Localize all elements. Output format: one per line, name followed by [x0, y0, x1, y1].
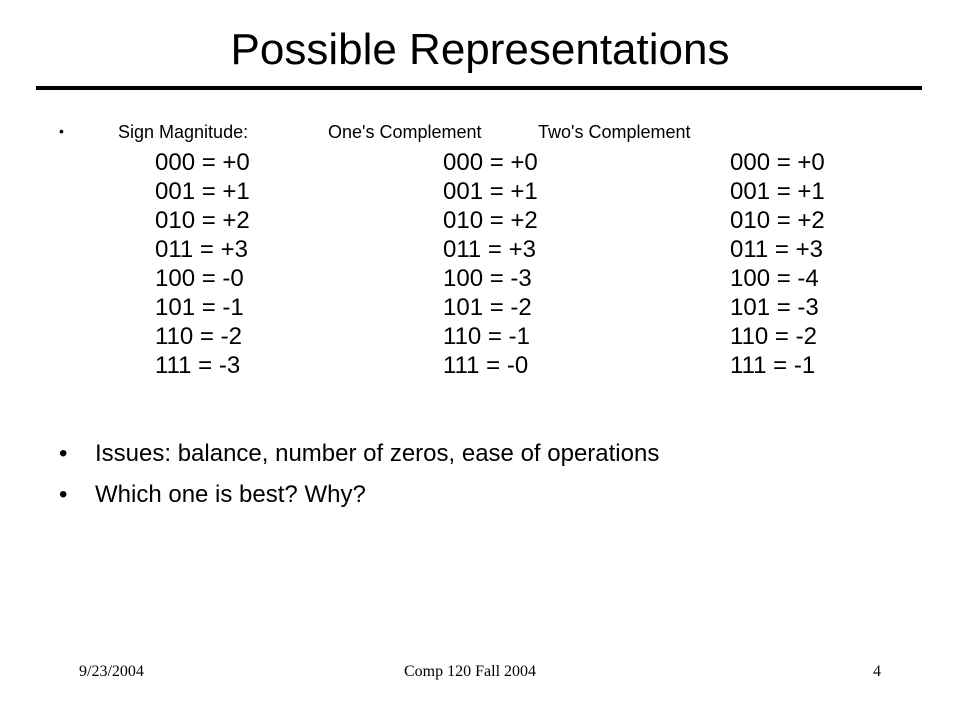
title-underline — [36, 86, 922, 90]
twos-complement-row: 000 = +0 — [730, 149, 825, 176]
footer-page-number: 4 — [873, 663, 881, 680]
footer-course: Comp 120 Fall 2004 — [404, 663, 537, 680]
twos-complement-row: 011 = +3 — [730, 236, 823, 263]
bullet-text: Issues: balance, number of zeros, ease of operations — [95, 440, 660, 467]
slide-title: Possible Representations — [230, 25, 730, 74]
ones-complement-row: 101 = -2 — [443, 294, 532, 321]
sign-magnitude-row: 000 = +0 — [155, 149, 250, 176]
ones-complement-row: 000 = +0 — [443, 149, 538, 176]
ones-complement-row: 111 = -0 — [443, 352, 529, 379]
sign-magnitude-row: 110 = -2 — [155, 323, 242, 350]
twos-complement-row: 100 = -4 — [730, 265, 819, 292]
ones-complement-row: 110 = -1 — [443, 323, 530, 350]
ones-complement-column — [443, 148, 538, 380]
bullet-which-best — [59, 480, 366, 510]
header-ones-complement: One's Complement — [328, 122, 482, 142]
twos-complement-row: 110 = -2 — [730, 323, 817, 350]
bullet-text: Which one is best? Why? — [95, 481, 366, 508]
ones-complement-row: 010 = +2 — [443, 207, 538, 234]
bullet-marker: • — [59, 440, 68, 467]
sign-magnitude-row: 010 = +2 — [155, 207, 250, 234]
twos-complement-row: 001 = +1 — [730, 178, 825, 205]
twos-complement-column — [730, 148, 825, 380]
ones-complement-row: 100 = -3 — [443, 265, 532, 292]
table-bullet: • — [59, 123, 64, 139]
twos-complement-row: 111 = -1 — [730, 352, 816, 379]
twos-complement-row: 010 = +2 — [730, 207, 825, 234]
sign-magnitude-row: 100 = -0 — [155, 265, 244, 292]
ones-complement-row: 001 = +1 — [443, 178, 538, 205]
ones-complement-row: 011 = +3 — [443, 236, 536, 263]
sign-magnitude-row: 001 = +1 — [155, 178, 250, 205]
bullet-issues — [59, 439, 659, 469]
header-sign-magnitude: Sign Magnitude: — [118, 122, 249, 142]
sign-magnitude-column — [155, 148, 250, 380]
sign-magnitude-row: 011 = +3 — [155, 236, 248, 263]
twos-complement-row: 101 = -3 — [730, 294, 819, 321]
sign-magnitude-row: 111 = -3 — [155, 352, 241, 379]
footer-date: 9/23/2004 — [79, 663, 144, 680]
bullet-marker: • — [59, 481, 68, 508]
sign-magnitude-row: 101 = -1 — [155, 294, 244, 321]
header-twos-complement: Two's Complement — [538, 122, 691, 142]
